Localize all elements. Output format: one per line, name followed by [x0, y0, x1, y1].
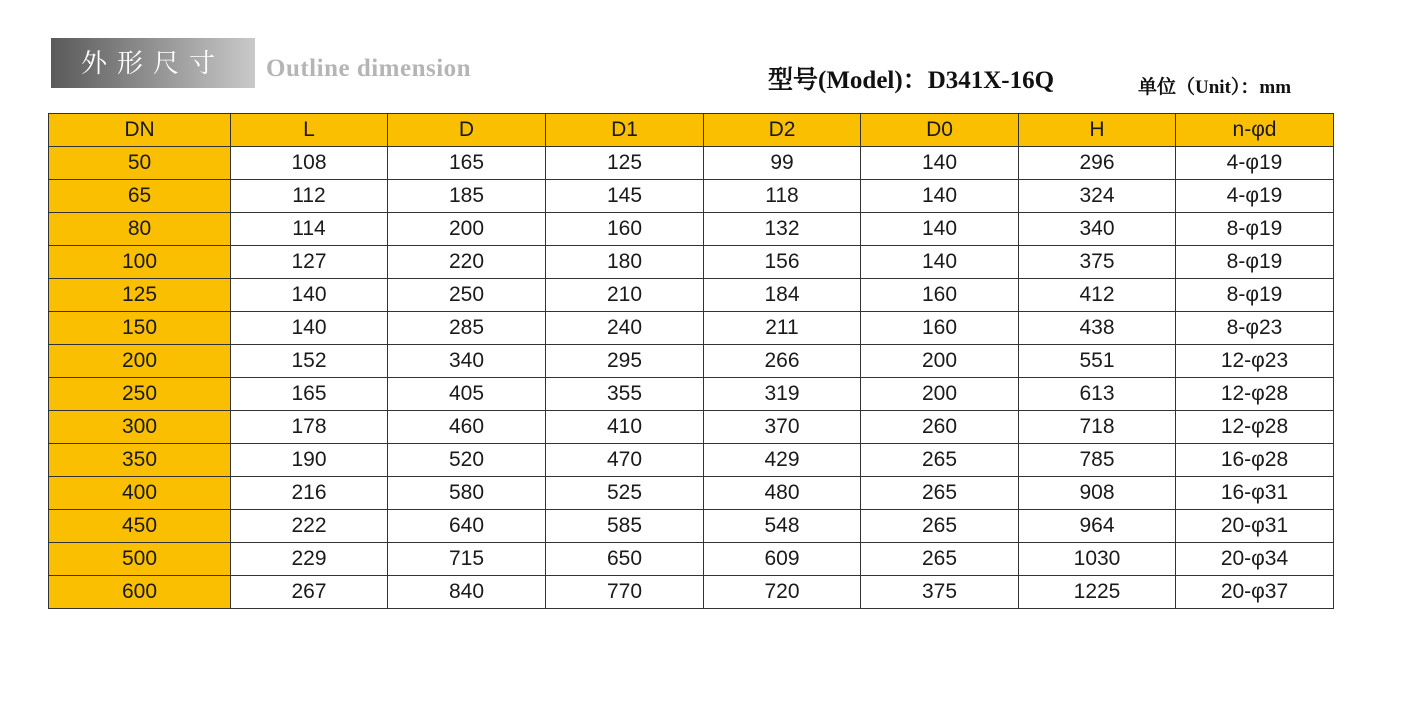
- table-cell: 609: [704, 543, 861, 576]
- table-cell: 375: [1019, 246, 1176, 279]
- table-cell: 548: [704, 510, 861, 543]
- table-cell: 190: [231, 444, 388, 477]
- table-row: [49, 246, 1334, 279]
- table-cell: 370: [704, 411, 861, 444]
- table-cell: 265: [861, 444, 1019, 477]
- table-cell: 112: [231, 180, 388, 213]
- dn-cell: 300: [49, 411, 231, 444]
- dn-cell: 600: [49, 576, 231, 609]
- dn-cell: 125: [49, 279, 231, 312]
- table-cell: 438: [1019, 312, 1176, 345]
- dn-cell: 350: [49, 444, 231, 477]
- table-cell: 8-φ19: [1176, 279, 1334, 312]
- table-cell: 114: [231, 213, 388, 246]
- table-cell: 295: [546, 345, 704, 378]
- table-cell: 125: [546, 147, 704, 180]
- dn-cell: 80: [49, 213, 231, 246]
- table-cell: 12-φ23: [1176, 345, 1334, 378]
- table-cell: 460: [388, 411, 546, 444]
- dn-cell: 50: [49, 147, 231, 180]
- table-cell: 118: [704, 180, 861, 213]
- table-cell: 210: [546, 279, 704, 312]
- table-cell: 200: [388, 213, 546, 246]
- table-cell: 8-φ19: [1176, 246, 1334, 279]
- table-cell: 156: [704, 246, 861, 279]
- column-header: D: [388, 114, 546, 147]
- table-cell: 140: [861, 180, 1019, 213]
- table-cell: 260: [861, 411, 1019, 444]
- table-cell: 720: [704, 576, 861, 609]
- table-cell: 525: [546, 477, 704, 510]
- table-cell: 220: [388, 246, 546, 279]
- table-cell: 12-φ28: [1176, 378, 1334, 411]
- table-cell: 265: [861, 477, 1019, 510]
- column-header: H: [1019, 114, 1176, 147]
- table-cell: 319: [704, 378, 861, 411]
- table-row: [49, 576, 1334, 609]
- table-cell: 200: [861, 345, 1019, 378]
- table-cell: 216: [231, 477, 388, 510]
- table-row: [49, 345, 1334, 378]
- column-header: DN: [49, 114, 231, 147]
- table-cell: 16-φ31: [1176, 477, 1334, 510]
- table-cell: 185: [388, 180, 546, 213]
- table-cell: 20-φ31: [1176, 510, 1334, 543]
- table-cell: 140: [861, 213, 1019, 246]
- table-cell: 1030: [1019, 543, 1176, 576]
- table-header-row: [49, 114, 1334, 147]
- table-cell: 16-φ28: [1176, 444, 1334, 477]
- column-header: D1: [546, 114, 704, 147]
- dn-cell: 450: [49, 510, 231, 543]
- table-cell: 229: [231, 543, 388, 576]
- table-cell: 1225: [1019, 576, 1176, 609]
- table-cell: 240: [546, 312, 704, 345]
- title-cn: 外形尺寸: [80, 48, 225, 79]
- table-cell: 8-φ19: [1176, 213, 1334, 246]
- table-cell: 613: [1019, 378, 1176, 411]
- table-cell: 585: [546, 510, 704, 543]
- column-header: D2: [704, 114, 861, 147]
- table-cell: 551: [1019, 345, 1176, 378]
- table-cell: 324: [1019, 180, 1176, 213]
- table-cell: 412: [1019, 279, 1176, 312]
- column-header: D0: [861, 114, 1019, 147]
- table-cell: 580: [388, 477, 546, 510]
- table-body: [49, 147, 1334, 609]
- table-cell: 165: [388, 147, 546, 180]
- table-cell: 770: [546, 576, 704, 609]
- table-cell: 140: [231, 279, 388, 312]
- table-cell: 410: [546, 411, 704, 444]
- table-cell: 20-φ34: [1176, 543, 1334, 576]
- table-cell: 470: [546, 444, 704, 477]
- table-cell: 108: [231, 147, 388, 180]
- table-cell: 12-φ28: [1176, 411, 1334, 444]
- dn-cell: 200: [49, 345, 231, 378]
- unit-label: 单位（Unit）：mm: [1138, 77, 1292, 98]
- table-cell: 145: [546, 180, 704, 213]
- table-cell: 405: [388, 378, 546, 411]
- table-cell: 140: [861, 246, 1019, 279]
- table-row: [49, 444, 1334, 477]
- table-cell: 165: [231, 378, 388, 411]
- table-cell: 908: [1019, 477, 1176, 510]
- table-row: [49, 411, 1334, 444]
- table-row: [49, 312, 1334, 345]
- title-badge: [51, 38, 255, 88]
- table-cell: 184: [704, 279, 861, 312]
- table-cell: 266: [704, 345, 861, 378]
- dn-cell: 150: [49, 312, 231, 345]
- table-cell: 4-φ19: [1176, 147, 1334, 180]
- table-cell: 480: [704, 477, 861, 510]
- column-header: n-φd: [1176, 114, 1334, 147]
- table-cell: 296: [1019, 147, 1176, 180]
- table-row: [49, 213, 1334, 246]
- table-cell: 340: [388, 345, 546, 378]
- table-cell: 785: [1019, 444, 1176, 477]
- table-row: [49, 378, 1334, 411]
- table-cell: 152: [231, 345, 388, 378]
- table-cell: 285: [388, 312, 546, 345]
- dn-cell: 500: [49, 543, 231, 576]
- table-cell: 250: [388, 279, 546, 312]
- dn-cell: 100: [49, 246, 231, 279]
- table-cell: 8-φ23: [1176, 312, 1334, 345]
- table-cell: 640: [388, 510, 546, 543]
- table-cell: 140: [861, 147, 1019, 180]
- dn-cell: 250: [49, 378, 231, 411]
- table-cell: 200: [861, 378, 1019, 411]
- table-cell: 340: [1019, 213, 1176, 246]
- table-cell: 355: [546, 378, 704, 411]
- dn-cell: 65: [49, 180, 231, 213]
- table-cell: 520: [388, 444, 546, 477]
- table-cell: 222: [231, 510, 388, 543]
- table-cell: 99: [704, 147, 861, 180]
- table-cell: 127: [231, 246, 388, 279]
- table-cell: 178: [231, 411, 388, 444]
- dn-cell: 400: [49, 477, 231, 510]
- table-cell: 265: [861, 510, 1019, 543]
- table-row: [49, 180, 1334, 213]
- table-cell: 265: [861, 543, 1019, 576]
- table-cell: 718: [1019, 411, 1176, 444]
- table-row: [49, 279, 1334, 312]
- table-cell: 20-φ37: [1176, 576, 1334, 609]
- table-cell: 267: [231, 576, 388, 609]
- table-cell: 160: [861, 312, 1019, 345]
- model-label: 型号(Model)：D341X-16Q: [768, 67, 1055, 94]
- table-cell: 140: [231, 312, 388, 345]
- table-row: [49, 510, 1334, 543]
- table-cell: 429: [704, 444, 861, 477]
- table-cell: 375: [861, 576, 1019, 609]
- title-en: Outline dimension: [266, 55, 472, 82]
- table-cell: 160: [546, 213, 704, 246]
- table-cell: 964: [1019, 510, 1176, 543]
- table-row: [49, 543, 1334, 576]
- table-cell: 650: [546, 543, 704, 576]
- table-cell: 132: [704, 213, 861, 246]
- table-cell: 4-φ19: [1176, 180, 1334, 213]
- table-cell: 211: [704, 312, 861, 345]
- table-cell: 160: [861, 279, 1019, 312]
- table-cell: 840: [388, 576, 546, 609]
- dimension-table: [48, 113, 1334, 609]
- table-row: [49, 477, 1334, 510]
- table-cell: 715: [388, 543, 546, 576]
- table-row: [49, 147, 1334, 180]
- table-cell: 180: [546, 246, 704, 279]
- column-header: L: [231, 114, 388, 147]
